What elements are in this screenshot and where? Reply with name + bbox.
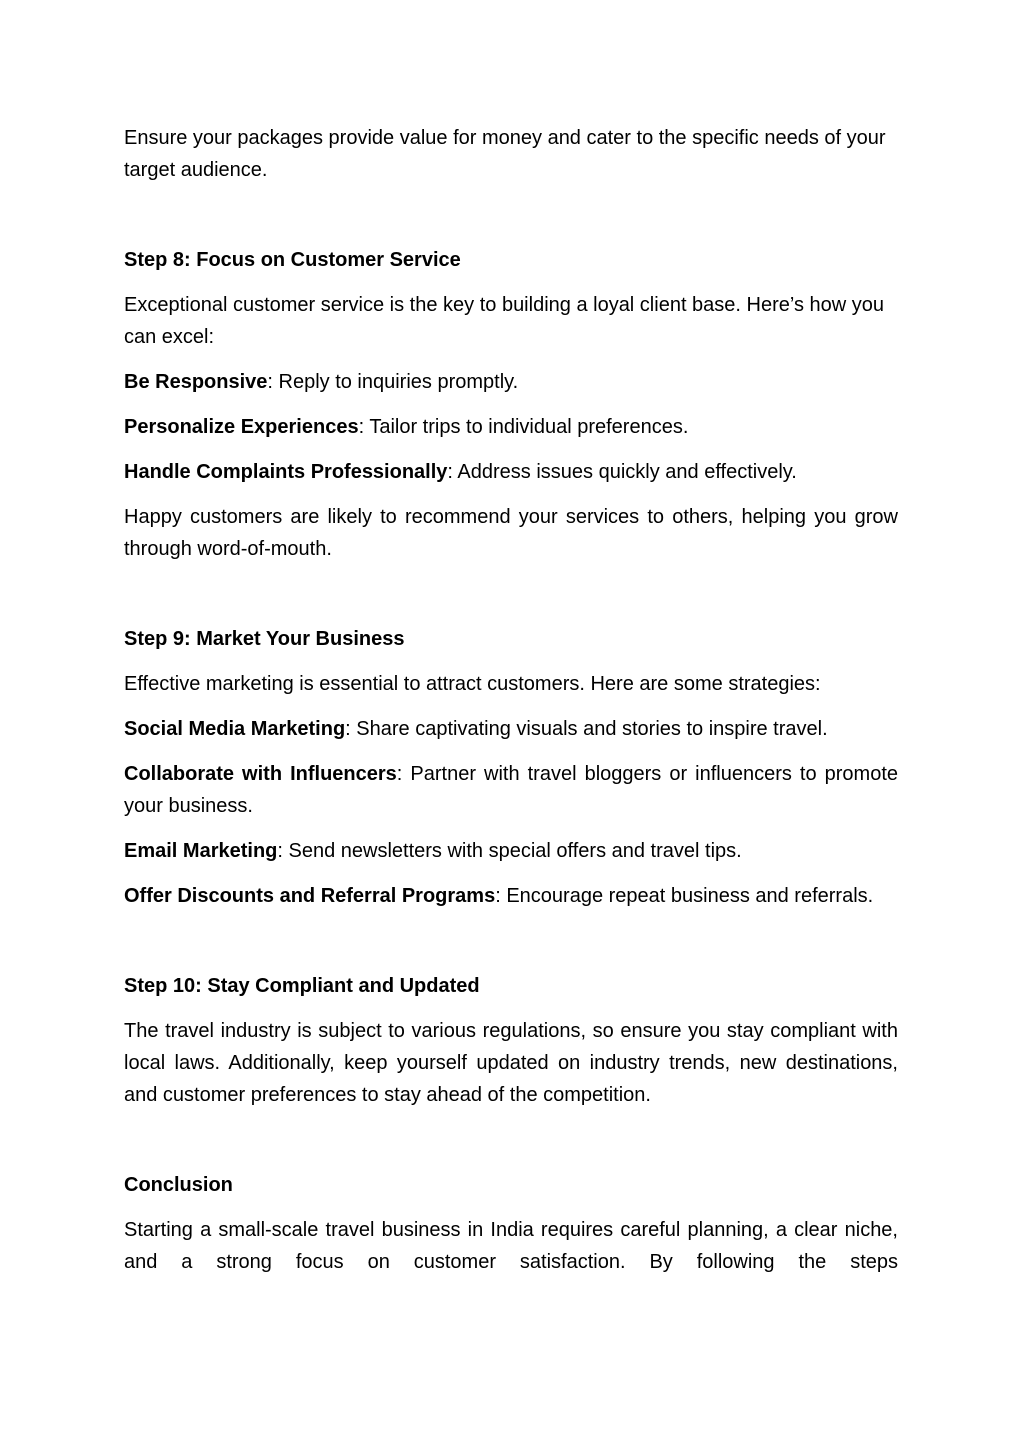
step9-item [124,835,898,867]
step9-heading: Step 9: Market Your Business [124,628,405,650]
step8-item [124,366,898,398]
step8-item-term: Personalize Experiences [124,416,359,438]
step9-item [124,713,898,745]
section-spacer [124,925,898,970]
step9-item-desc: : Encourage repeat business and referrals. [495,885,874,907]
step8-item-term: Handle Complaints Professionally [124,461,448,483]
step8-item-desc: : Reply to inquiries promptly. [267,371,519,393]
step9-item-term: Offer Discounts and Referral Programs [124,885,496,907]
section-spacer [124,578,898,623]
step9-item-desc: : Send newsletters with special offers and travel tips. [277,840,742,862]
step8-item [124,456,898,488]
step8-item-term: Be Responsive [124,371,268,393]
step10-body-paragraph: The travel industry is subject to various regulations, so ensure you stay compliant with local laws. Additionally, keep yourself updated on industry trends, new destinations, and customer preferences to stay ahead of the competition. [124,1020,898,1106]
step9-item [124,880,898,912]
step8-closing-paragraph: Happy customers are likely to recommend your services to others, helping you grow through word-of-mouth. [124,506,898,560]
step9-item-term: Email Marketing [124,840,278,862]
step10-heading: Step 10: Stay Compliant and Updated [124,975,480,997]
step9-item-term: Collaborate with Influencers [124,763,397,785]
step8-item-desc: : Tailor trips to individual preferences. [358,416,689,438]
conclusion-body-paragraph: Starting a small-scale travel business in India requires careful planning, a clear niche, and a strong focus on customer satisfaction. By following the steps [124,1219,898,1273]
step8-item [124,411,898,443]
step9-item-desc: : Share captivating visuals and stories to inspire travel. [345,718,828,740]
conclusion-heading: Conclusion [124,1174,233,1196]
step8-heading: Step 8: Focus on Customer Service [124,249,461,271]
document-page [124,122,898,1291]
step8-lead-paragraph: Exceptional customer service is the key to building a loyal client base. Here’s how you can excel: [124,294,885,348]
intro-paragraph: Ensure your packages provide value for money and cater to the specific needs of your target audience. [124,127,886,181]
step9-lead-paragraph: Effective marketing is essential to attract customers. Here are some strategies: [124,673,821,695]
step9-item [124,758,898,822]
step9-item-term: Social Media Marketing [124,718,346,740]
section-spacer [124,199,898,244]
step9-item-desc: : Partner with travel bloggers or influencers to promote your business. [124,763,898,817]
step8-item-desc: : Address issues quickly and effectively. [447,461,797,483]
section-spacer [124,1124,898,1169]
